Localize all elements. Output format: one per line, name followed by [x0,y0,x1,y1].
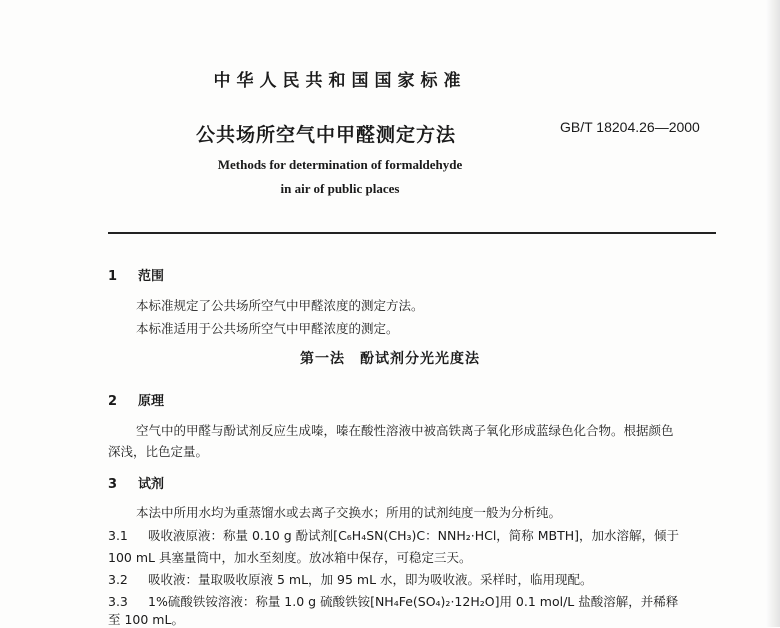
item-3-1-line-2: 100 mL 具塞量筒中，加水至刻度。放冰箱中保存，可稳定三天。 [108,550,472,565]
section-2-line-1: 空气中的甲醛与酚试剂反应生成嗪，嗪在酸性溶液中被高铁离子氧化形成蓝绿色化合物。根据颜色 [136,423,674,438]
english-title-line-1: Methods for determination of formaldehyde [217,157,463,172]
section-1-paragraph-2: 本标准适用于公共场所空气中甲醛浓度的测定。 [136,321,399,336]
item-3-1-line-1 [108,526,679,544]
method-title: 第一法 酚试剂分光光度法 [300,351,480,367]
document-title: 公共场所空气中甲醛测定方法 [196,124,457,146]
item-3-1-text: 吸收液原液：称量 0.10 g 酚试剂[C₆H₄SN(CH₃)C：NNH₂·HCl，简称 MBTH]，加水溶解，倾于 [148,528,680,543]
standard-code: GB/T 18204.26—2000 [560,119,700,135]
item-3-2-text: 吸收液：量取吸收原液 5 mL，加 95 mL 水，即为吸收液。采样时，临用现配。 [148,572,593,587]
standard-org-title: 中华人民共和国国家标准 [213,71,467,91]
item-3-3-text: 1%硫酸铁铵溶液：称量 1.0 g 硫酸铁铵[NH₄Fe(SO₄)₂·12H₂O]用 0.1 mol/L 盐酸溶解，并稀释 [148,594,679,609]
item-3-3-line-2: 至 100 mL。 [108,612,184,627]
section-3-heading [108,473,164,492]
section-3-number: 3 [108,477,118,492]
item-3-2-number: 3.2 [108,572,128,587]
section-1-paragraph-1: 本标准规定了公共场所空气中甲醛浓度的测定方法。 [136,298,424,313]
section-1-title: 范围 [138,269,165,284]
section-2-heading [108,390,164,409]
item-3-3-line-1 [108,592,678,610]
page-edge-shadow [766,0,780,627]
section-2-title: 原理 [138,394,165,409]
section-1-number: 1 [108,269,118,284]
section-3-title: 试剂 [138,477,165,492]
section-2-number: 2 [108,394,118,409]
section-1-heading [108,265,164,284]
header-divider [108,232,716,234]
item-3-3-number: 3.3 [108,594,128,609]
section-3-intro: 本法中所用水均为重蒸馏水或去离子交换水；所用的试剂纯度一般为分析纯。 [136,505,562,520]
item-3-2-line-1 [108,570,593,588]
section-2-line-2: 深浅，比色定量。 [108,444,209,459]
item-3-1-number: 3.1 [108,528,128,543]
english-title-line-2: in air of public places [280,181,400,196]
